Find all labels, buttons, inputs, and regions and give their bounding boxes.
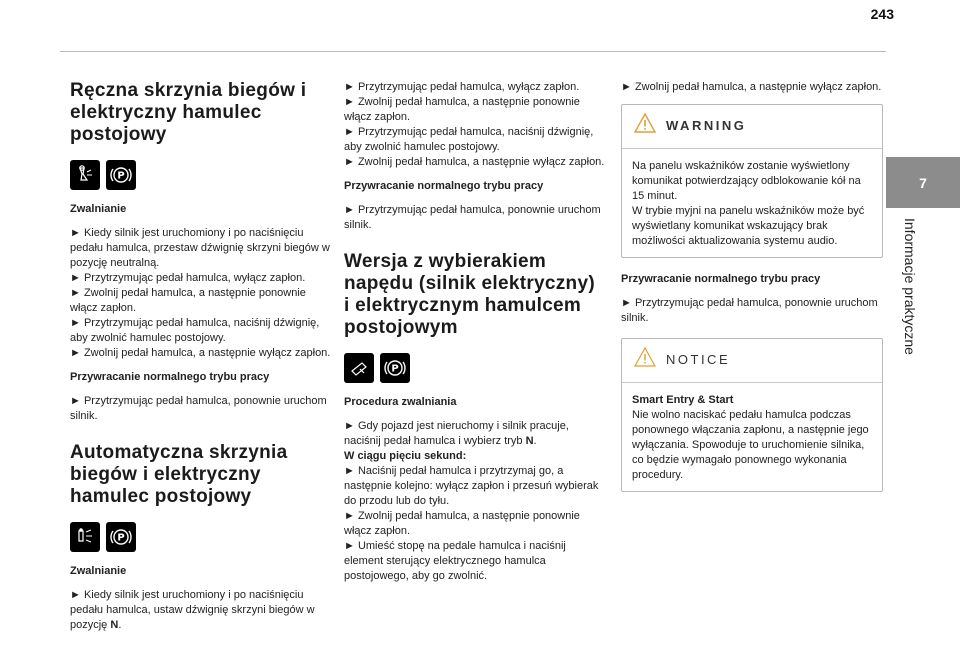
sub-heading-restore: Przywracanie normalnego trybu pracy	[70, 371, 270, 383]
notice-feature-name: Smart Entry & Start	[632, 394, 734, 406]
step-text: ► Zwolnij pedał hamulca, a następnie wyłącz zapłon.	[344, 156, 605, 168]
header-divider	[60, 51, 886, 52]
drive-selector-icon	[344, 353, 374, 383]
step-text: ► Przytrzymując pedał hamulca, wyłącz zapłon.	[70, 272, 306, 284]
gear-lever-icon	[70, 160, 100, 190]
step-text: ► Zwolnij pedał hamulca, a następnie ponownie włącz zapłon.	[344, 510, 580, 537]
sub-heading-release: Zwalnianie	[70, 565, 127, 577]
gear-position: N	[525, 435, 534, 447]
warning-header	[622, 105, 882, 149]
step-text: ► Naciśnij pedał hamulca i przytrzymaj go, a następnie kolejno: wyłącz zapłon i przesuń wybierak do przodu lub do tyłu.	[344, 465, 599, 507]
step-text: ► Przytrzymując pedał hamulca, ponownie uruchom silnik.	[70, 395, 327, 422]
chapter-tab[interactable]: 7	[886, 157, 960, 208]
icon-row-drive-selector	[344, 353, 606, 383]
warning-box	[621, 104, 883, 258]
notice-text-wrap	[632, 393, 872, 483]
punct: .	[118, 619, 122, 631]
step-text: ► Przytrzymując pedał hamulca, naciśnij dźwignię, aby zwolnić hamulec postojowy.	[70, 317, 320, 344]
step-text: ► Zwolnij pedał hamulca, a następnie ponownie włącz zapłon.	[70, 287, 306, 314]
sub-heading-release: Zwalnianie	[70, 203, 127, 215]
paragraph	[70, 588, 332, 633]
paragraph	[344, 80, 606, 170]
icon-row-automatic	[70, 522, 332, 552]
paragraph	[70, 226, 332, 361]
parking-brake-icon	[380, 353, 410, 383]
step-text: ► Umieść stopę na pedale hamulca i naciśnij element sterujący elektrycznego hamulca postojowego, aby go zwolnić.	[344, 540, 566, 582]
notice-box	[621, 338, 883, 492]
warning-title: WARNING	[666, 118, 747, 133]
step-text: ► Przytrzymując pedał hamulca, naciśnij dźwignię, aby zwolnić hamulec postojowy.	[344, 126, 594, 153]
section-title-drive-selector: Wersja z wybierakiem napędu (silnik elektryczny) i elektrycznym hamulcem postojowym	[344, 251, 595, 338]
notice-text: Nie wolno naciskać pedału hamulca podczas ponownego włączania zapłonu, a następnie jego wyłączania. Spowoduje to uruchomienie silnika, co będzie wymagało ponownego wykonania procedury.	[632, 409, 869, 481]
paragraph	[344, 419, 606, 584]
svg-text:P: P	[117, 532, 125, 544]
chapter-title: Informacje praktyczne	[902, 218, 918, 355]
sub-heading-restore: Przywracanie normalnego trybu pracy	[621, 273, 821, 285]
warning-text: Na panelu wskaźników zostanie wyświetlony komunikat potwierdzający odblokowanie kół na 15 minut. W trybie myjni na panelu wskaźników może być wyświetlany komunikat wskazujący brak możliwości aktualizowania systemu audio.	[632, 160, 865, 247]
step-text: ► Kiedy silnik jest uruchomiony i po naciśnięciu pedału hamulca, przestaw dźwignię skrzyni biegów w pozycję neutralną.	[70, 227, 330, 269]
step-text: ► Zwolnij pedał hamulca, a następnie wyłącz zapłon.	[70, 347, 331, 359]
step-text: ► Przytrzymując pedał hamulca, ponownie uruchom silnik.	[621, 297, 878, 324]
parking-brake-icon	[106, 160, 136, 190]
step-text: ► Przytrzymując pedał hamulca, wyłącz zapłon.	[344, 81, 580, 93]
page-number: 243	[870, 6, 894, 22]
column-2	[344, 80, 606, 593]
section-title-manual: Ręczna skrzynia biegów i elektryczny hamulec postojowy	[70, 80, 307, 145]
automatic-gear-icon	[70, 522, 100, 552]
step-text: ► Zwolnij pedał hamulca, a następnie wyłącz zapłon.	[621, 81, 882, 93]
step-text: ► Przytrzymując pedał hamulca, ponownie uruchom silnik.	[344, 204, 601, 231]
gear-position: N	[110, 619, 119, 631]
sub-heading-release-procedure: Procedura zwalniania	[344, 396, 457, 408]
step-text: ► Zwolnij pedał hamulca, a następnie ponownie włącz zapłon.	[344, 96, 580, 123]
parking-brake-icon	[106, 522, 136, 552]
time-limit-note: W ciągu pięciu sekund:	[344, 450, 467, 462]
chapter-title-vertical	[900, 218, 920, 378]
notice-title: NOTICE	[666, 352, 731, 367]
sub-heading-restore: Przywracanie normalnego trybu pracy	[344, 180, 544, 192]
svg-text:P: P	[391, 363, 399, 375]
warning-triangle-icon	[634, 113, 656, 138]
step-text: ► Gdy pojazd jest nieruchomy i silnik pracuje, naciśnij pedał hamulca i wybierz tryb	[344, 420, 569, 447]
column-1	[70, 80, 332, 642]
column-3	[621, 80, 883, 506]
punct: .	[533, 435, 537, 447]
notice-triangle-icon	[634, 347, 656, 372]
section-title-automatic: Automatyczna skrzynia biegów i elektryczny hamulec postojowy	[70, 442, 288, 507]
step-text: ► Kiedy silnik jest uruchomiony i po naciśnięciu pedału hamulca, ustaw dźwignię skrzyni biegów w pozycję	[70, 589, 315, 631]
icon-row-manual	[70, 160, 332, 190]
notice-header	[622, 339, 882, 383]
svg-text:P: P	[117, 170, 125, 182]
